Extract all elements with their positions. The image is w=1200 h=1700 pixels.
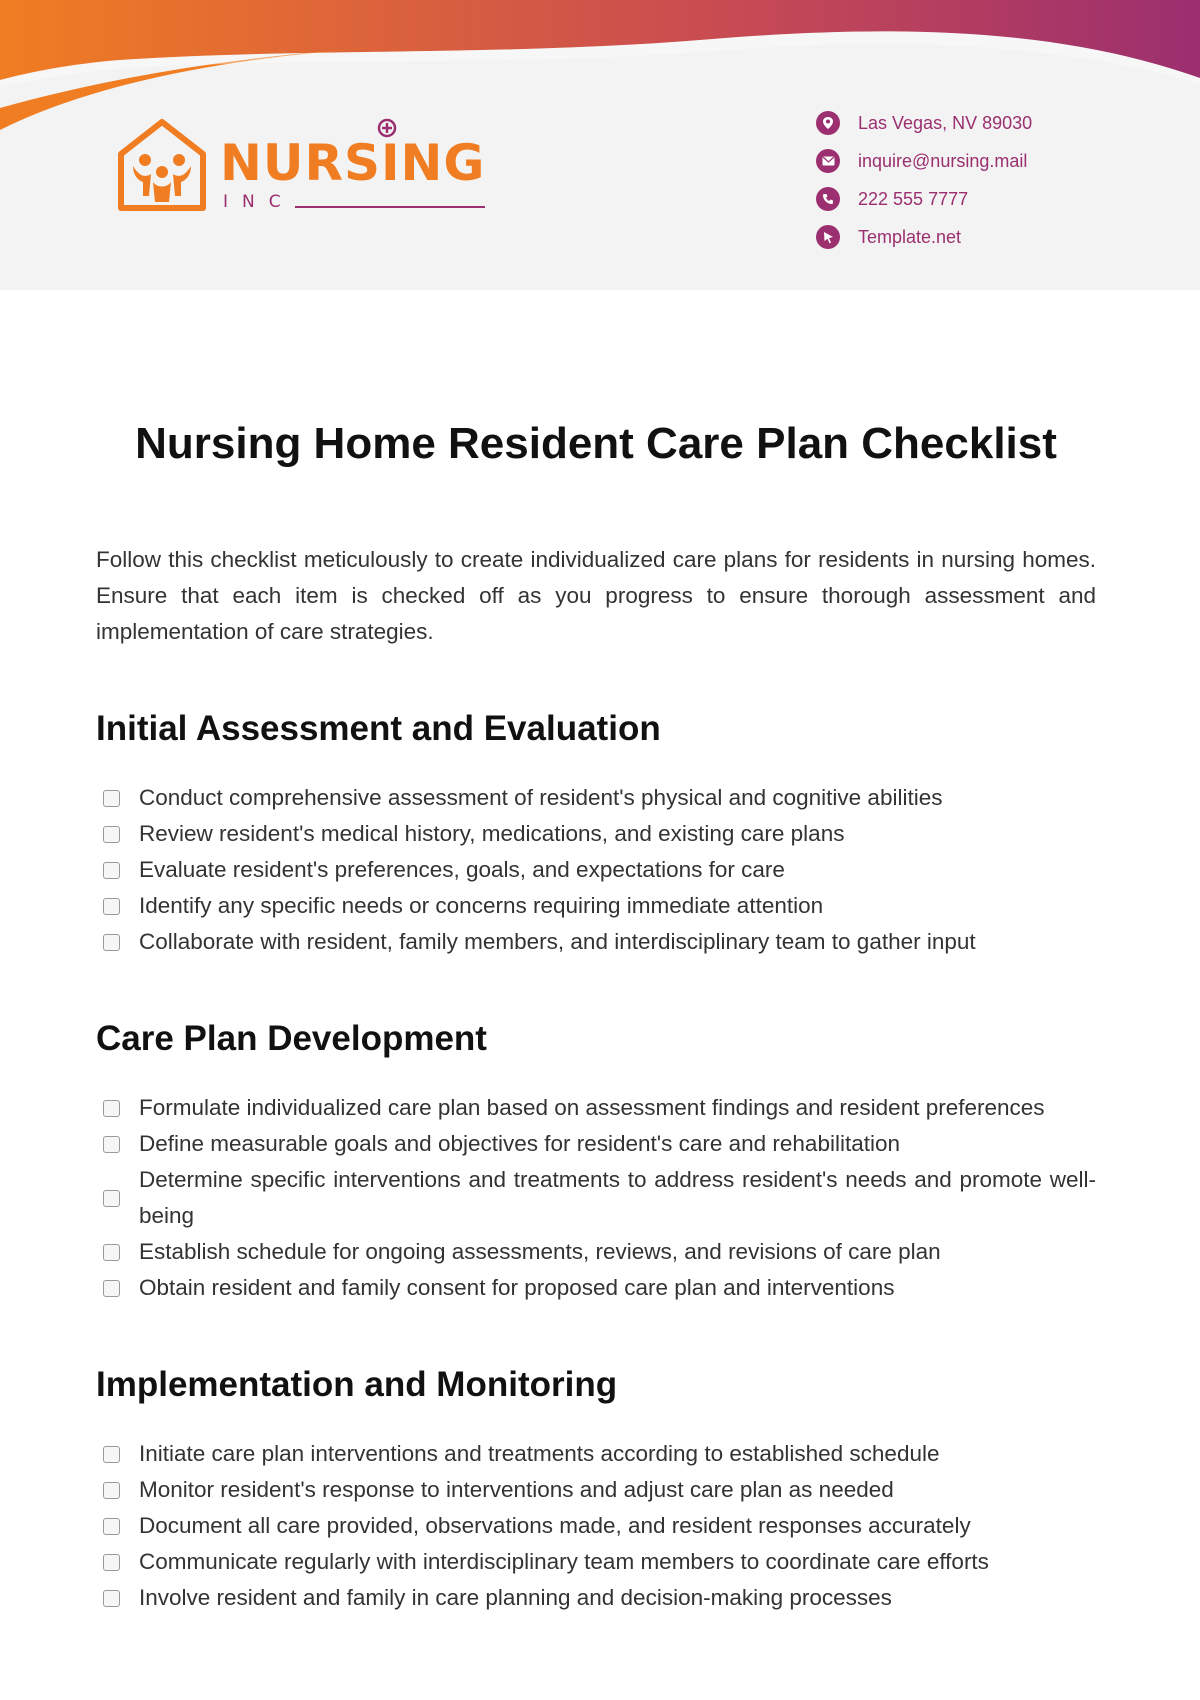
checklist-item bbox=[96, 1162, 1096, 1234]
phone-link[interactable]: 222 555 7777 bbox=[858, 188, 969, 209]
checkbox[interactable] bbox=[103, 862, 120, 879]
house-people-logo-icon bbox=[115, 118, 210, 213]
checkbox[interactable] bbox=[103, 934, 120, 951]
checkbox[interactable] bbox=[103, 1244, 120, 1261]
checklist-item-text: Monitor resident's response to interventions and adjust care plan as needed bbox=[139, 1477, 894, 1502]
checklist-item bbox=[96, 780, 1096, 816]
contact-website[interactable] bbox=[816, 218, 1032, 256]
website-link[interactable]: Template.net bbox=[858, 226, 962, 247]
checklist-item bbox=[96, 1126, 1096, 1162]
letterhead bbox=[0, 0, 1200, 290]
contact-phone[interactable] bbox=[816, 180, 1032, 218]
checklist-item-text: Define measurable goals and objectives for resident's care and rehabilitation bbox=[139, 1131, 900, 1156]
checklist-item bbox=[96, 1270, 1096, 1306]
checklist-item-text: Formulate individualized care plan based on assessment findings and resident preferences bbox=[139, 1095, 1045, 1120]
phone-icon bbox=[816, 187, 840, 211]
checklist-item bbox=[96, 1544, 1096, 1580]
checklist-item bbox=[96, 888, 1096, 924]
checkbox[interactable] bbox=[103, 826, 120, 843]
checklist-item-text: Identify any specific needs or concerns requiring immediate attention bbox=[139, 893, 824, 918]
checkbox[interactable] bbox=[103, 1518, 120, 1535]
brand-sub: INC bbox=[223, 192, 295, 212]
nursing-logo bbox=[115, 118, 495, 218]
checklist-item-text: Determine specific interventions and treatments to address resident's needs and promote well-being bbox=[139, 1167, 1096, 1228]
section-heading-initial-assessment: Initial Assessment and Evaluation bbox=[96, 709, 661, 748]
checkbox[interactable] bbox=[103, 1590, 120, 1607]
contact-info bbox=[816, 104, 1032, 256]
checklist-item bbox=[96, 1234, 1096, 1270]
checkbox[interactable] bbox=[103, 1280, 120, 1297]
document-body bbox=[96, 415, 1096, 1616]
checkbox[interactable] bbox=[103, 790, 120, 807]
checklist-item-text: Establish schedule for ongoing assessments, reviews, and revisions of care plan bbox=[139, 1239, 941, 1264]
checklist-item bbox=[96, 1090, 1096, 1126]
checkbox[interactable] bbox=[103, 1446, 120, 1463]
checklist-care-plan-development bbox=[96, 1090, 1096, 1306]
checklist-item-text: Review resident's medical history, medications, and existing care plans bbox=[139, 821, 845, 846]
checklist-item-text: Involve resident and family in care planning and decision-making processes bbox=[139, 1585, 892, 1610]
medical-cross-icon bbox=[377, 118, 397, 138]
location-pin-icon bbox=[816, 111, 840, 135]
checkbox[interactable] bbox=[103, 1482, 120, 1499]
checklist-item bbox=[96, 816, 1096, 852]
checklist-item bbox=[96, 1508, 1096, 1544]
email-link[interactable]: inquire@nursing.mail bbox=[858, 150, 1028, 171]
checkbox[interactable] bbox=[103, 1100, 120, 1117]
logo-divider bbox=[295, 206, 485, 208]
checklist-item-text: Obtain resident and family consent for proposed care plan and interventions bbox=[139, 1275, 895, 1300]
intro-paragraph: Follow this checklist meticulously to create individualized care plans for residents in nursing homes. Ensure that each item is checked off as you progress to ensure thorough assessment and implementation of care strategies. bbox=[96, 547, 1096, 644]
mail-icon bbox=[816, 149, 840, 173]
checklist-item-text: Document all care provided, observations made, and resident responses accurately bbox=[139, 1513, 971, 1538]
address-text: Las Vegas, NV 89030 bbox=[858, 112, 1033, 133]
checkbox[interactable] bbox=[103, 1554, 120, 1571]
page-title: Nursing Home Resident Care Plan Checklist bbox=[135, 419, 1057, 468]
checklist-item bbox=[96, 1472, 1096, 1508]
checklist-item-text: Evaluate resident's preferences, goals, and expectations for care bbox=[139, 857, 785, 882]
checklist-item-text: Communicate regularly with interdisciplinary team members to coordinate care efforts bbox=[139, 1549, 989, 1574]
checklist-item bbox=[96, 852, 1096, 888]
brand-name: NURSING bbox=[220, 134, 486, 192]
checkbox[interactable] bbox=[103, 898, 120, 915]
checkbox[interactable] bbox=[103, 1136, 120, 1153]
checklist-item-text: Collaborate with resident, family members, and interdisciplinary team to gather input bbox=[139, 929, 976, 954]
checklist-item bbox=[96, 924, 1096, 960]
contact-email[interactable] bbox=[816, 142, 1032, 180]
checklist-implementation-monitoring bbox=[96, 1436, 1096, 1616]
section-heading-implementation-monitoring: Implementation and Monitoring bbox=[96, 1365, 618, 1404]
checklist-item bbox=[96, 1580, 1096, 1616]
cursor-icon bbox=[816, 225, 840, 249]
contact-address bbox=[816, 104, 1032, 142]
checkbox[interactable] bbox=[103, 1190, 120, 1207]
checklist-item bbox=[96, 1436, 1096, 1472]
section-heading-care-plan-development: Care Plan Development bbox=[96, 1019, 487, 1058]
checklist-initial-assessment bbox=[96, 780, 1096, 960]
checklist-item-text: Conduct comprehensive assessment of resident's physical and cognitive abilities bbox=[139, 785, 943, 810]
checklist-item-text: Initiate care plan interventions and treatments according to established schedule bbox=[139, 1441, 940, 1466]
